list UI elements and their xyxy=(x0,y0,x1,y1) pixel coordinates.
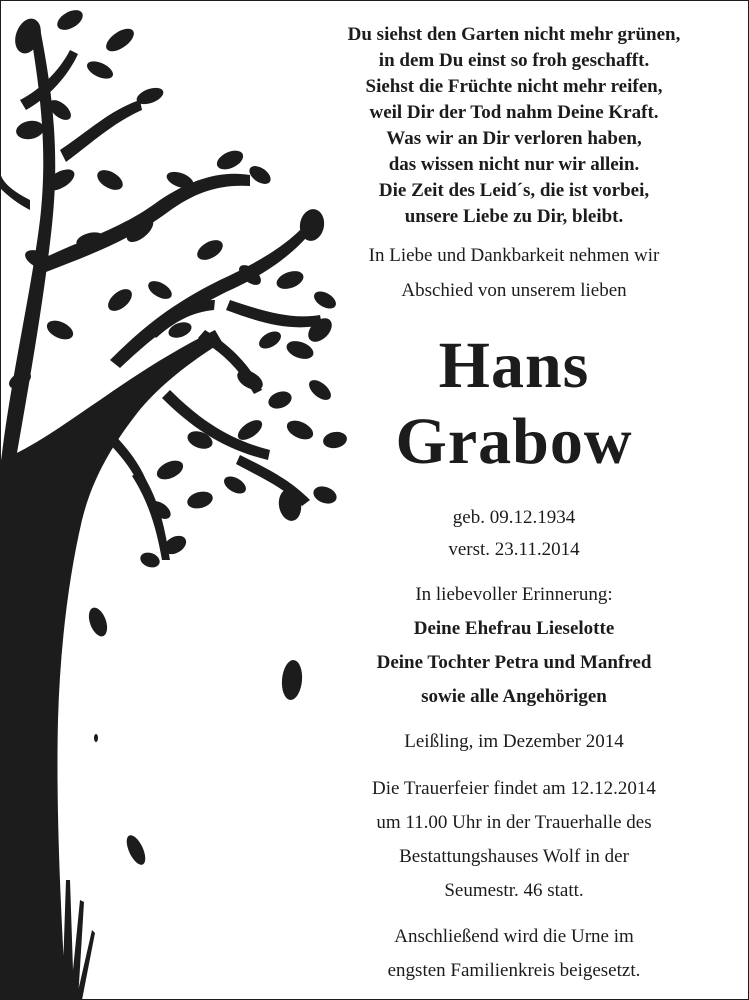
poem-line: Siehst die Früchte nicht mehr reifen, xyxy=(365,76,663,97)
urn-line: engsten Familienkreis beigesetzt. xyxy=(387,960,641,981)
farewell-intro xyxy=(296,238,732,308)
service-line: Seumestr. 46 statt. xyxy=(444,880,584,901)
life-dates xyxy=(296,502,732,566)
intro-line: Abschied von unserem lieben xyxy=(401,280,627,301)
mourner: Deine Ehefrau Lieselotte xyxy=(413,618,615,639)
first-name: Hans xyxy=(438,329,590,402)
deceased-name xyxy=(296,328,732,480)
poem-line: weil Dir der Tod nahm Deine Kraft. xyxy=(369,102,659,123)
poem-line: Du siehst den Garten nicht mehr grünen, xyxy=(347,24,681,45)
urn-info xyxy=(296,920,732,988)
poem-line: Die Zeit des Leid´s, die ist vorbei, xyxy=(378,180,650,201)
last-name: Grabow xyxy=(395,405,633,478)
service-line: um 11.00 Uhr in der Trauerhalle des xyxy=(376,812,652,833)
memory-section xyxy=(296,578,732,714)
poem-line: in dem Du einst so froh geschafft. xyxy=(378,50,650,71)
intro-line: In Liebe und Dankbarkeit nehmen wir xyxy=(368,245,660,266)
mourner: Deine Tochter Petra und Manfred xyxy=(376,652,652,673)
mourner: sowie alle Angehörigen xyxy=(421,686,607,707)
service-info xyxy=(296,772,732,908)
place-date: Leißling, im Dezember 2014 xyxy=(404,731,624,752)
poem-line: unsere Liebe zu Dir, bleibt. xyxy=(404,206,624,227)
notice-text-column xyxy=(296,0,732,988)
birth-date: geb. 09.12.1934 xyxy=(452,507,576,528)
urn-line: Anschließend wird die Urne im xyxy=(394,926,634,947)
service-line: Bestattungshauses Wolf in der xyxy=(399,846,629,867)
poem-line: Was wir an Dir verloren haben, xyxy=(386,128,642,149)
death-date: verst. 23.11.2014 xyxy=(448,539,580,560)
poem-line: das wissen nicht nur wir allein. xyxy=(388,154,640,175)
memory-heading: In liebevoller Erinnerung: xyxy=(415,584,613,605)
service-line: Die Trauerfeier findet am 12.12.2014 xyxy=(372,778,656,799)
poem xyxy=(296,22,732,230)
